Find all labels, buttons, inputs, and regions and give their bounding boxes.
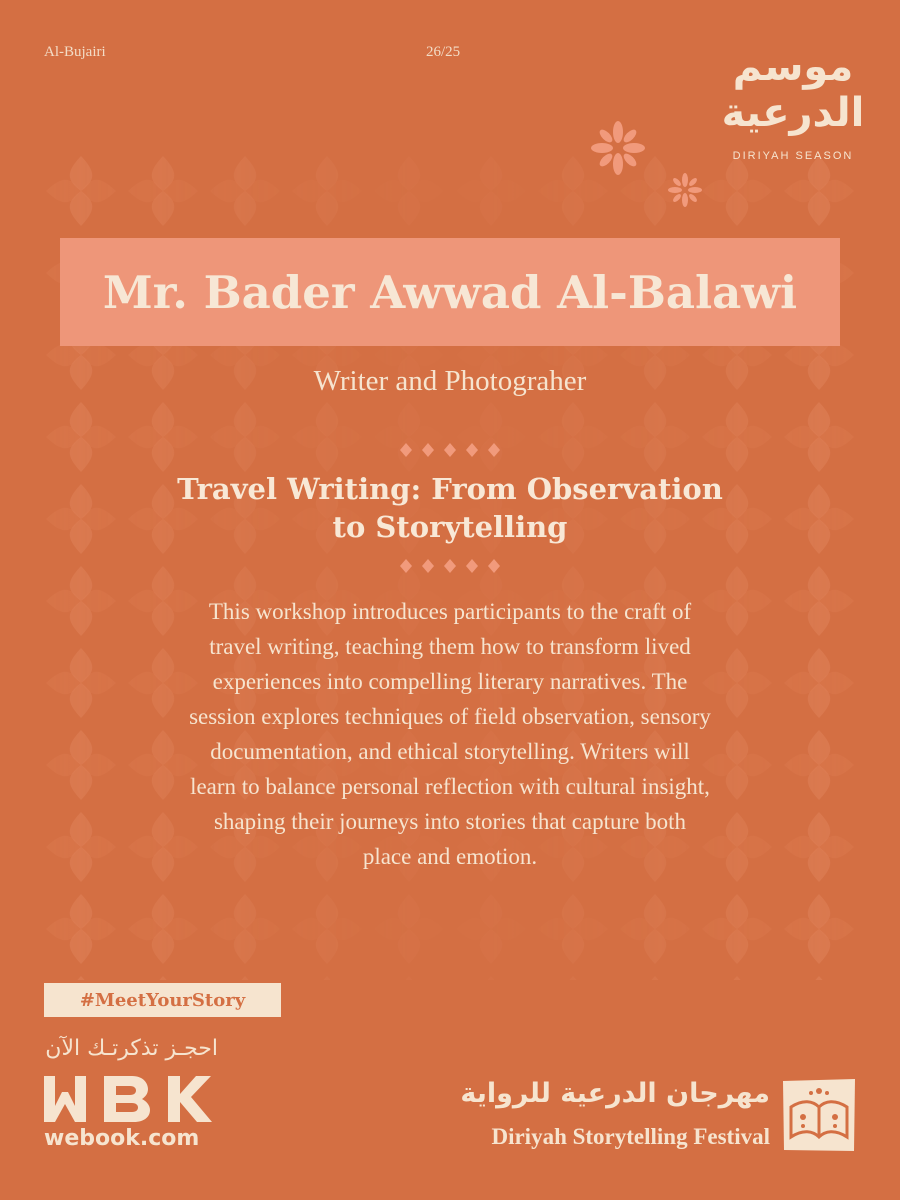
season-logo-english: DIRIYAH SEASON (732, 150, 854, 162)
wbk-logo-icon[interactable] (44, 1076, 212, 1122)
description-line: learn to balance personal reflection with cultural insight, (190, 774, 710, 799)
hashtag-badge: #MeetYourStory (44, 983, 281, 1017)
description-line: This workshop introduces participants to the craft of (208, 599, 692, 624)
open-book-icon (781, 1077, 857, 1153)
season-logo-arabic: موسم الدرعية (721, 44, 865, 136)
speaker-role: Writer and Photograher (313, 365, 587, 397)
description-line: travel writing, teaching them how to transform lived (209, 634, 691, 659)
festival-name-english: Diriyah Storytelling Festival (491, 1124, 770, 1149)
diamond-divider-icon (398, 557, 502, 575)
webook-url[interactable]: webook.com (44, 1126, 200, 1151)
speaker-name-box (60, 238, 840, 346)
book-ticket-arabic[interactable]: احجـز تذكرتـك الآن (45, 1036, 218, 1061)
festival-name-arabic: مهرجان الدرعية للرواية (460, 1078, 770, 1109)
diamond-divider-icon (398, 441, 502, 459)
description-line: place and emotion. (362, 844, 538, 869)
description-line: experiences into compelling literary narratives. The (212, 669, 688, 694)
speaker-name: Mr. Bader Awwad Al-Balawi (102, 265, 798, 319)
location-label: Al-Bujairi (44, 44, 106, 60)
workshop-title (100, 470, 800, 546)
description-line: documentation, and ethical storytelling. Writers will (210, 739, 690, 764)
workshop-description (95, 594, 805, 874)
description-line: session explores techniques of field observation, sensory (189, 704, 711, 729)
diriyah-season-logo[interactable] (718, 44, 868, 162)
date-label: 26/25 (426, 44, 461, 60)
sparkle-icon (585, 115, 715, 215)
workshop-title-line-2: to Storytelling (332, 510, 568, 544)
workshop-title-line-1: Travel Writing: From Observation (177, 472, 723, 506)
description-line: shaping their journeys into stories that capture both (213, 809, 687, 834)
